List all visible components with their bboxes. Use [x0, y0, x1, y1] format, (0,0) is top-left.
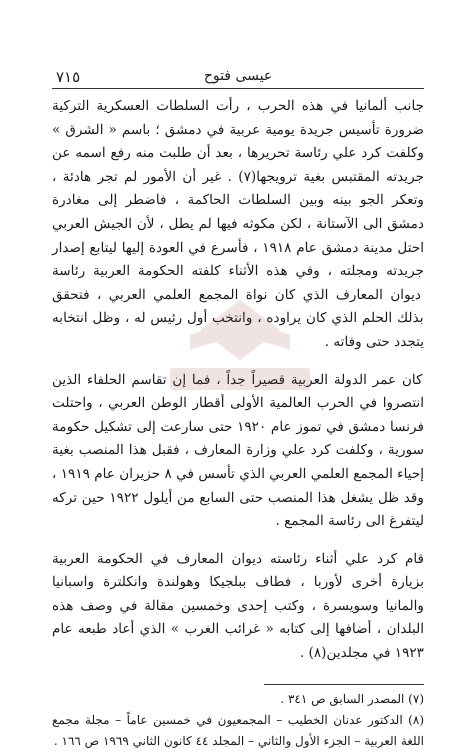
text-line: وكتب إحدى وخمسين مقالة في وصف هذه البلدان ، أضافها إلى كتابه [52, 597, 425, 638]
footnote-line: العربية – الجزء الأول والثاني – المجلد ٤٤ كانون الثاني ١٩٦٩ ص ١٦٦ . [53, 733, 397, 748]
text-line: الحاكمة ، فاضطر إلى مغادرة دمشق الى الآستانة ، لكن مكوثه فيها لم [52, 192, 424, 232]
text-line: العلمي العربي الذي تأسس في ٨ حزيران عام ١٩١٩ ، وقد ظل يشغل هذا [52, 465, 424, 506]
running-header [52, 66, 424, 89]
text-line: ترويجها(٧) . غير أن الأمور لم تجر هادئة ، وتعكر الجو بينه وبين السلطات [52, 168, 424, 209]
text-line: رئاسة تحريرها ، بعد أن طلبت منه رفع اسمه عن جريدته المقتبس بغية [52, 145, 424, 185]
text-line: انتصروا في الحرب العالمية الأولى أقطار الوطن العربي ، واحتلت فرنسا [52, 395, 425, 435]
text-line: كان عمر الدولة العربية قصيراً جداً ، فما إن تقاسم الحلفاء الذين [52, 371, 423, 388]
footnote-line: (٧) المصدر السابق ص ٣٤١ . [280, 691, 424, 706]
text-line: المنصب حتى السابع من أيلول ١٩٢٢ حين تركه ليتفرغ الى رئاسة المجمع . [52, 489, 424, 530]
text-line: وكلفت كرد علي وزارة المعارف ، فقبل هذا المنصب بغية إحياء المجمع [52, 442, 424, 482]
paragraph-2 [52, 369, 424, 534]
text-line: جانب ألمانيا في هذه الحرب ، رأت السلطات العسكرية التركية ضرورة [52, 98, 424, 138]
paragraph-3 [52, 548, 424, 666]
text-line: العودة إليها ليتابع إصدار جريدته ومجلته ، وفي هذه الأثناء كلفته الحكومة [52, 239, 424, 280]
paragraph-1 [52, 95, 424, 355]
text-line: أخرى لأوربا ، فطاف ببلجيكا وهولندة وانكلترة واسبانيا والمانيا وسويسرة ، [52, 574, 425, 614]
text-line: « غرائب الغرب » الذي أعاد طبعه عام ١٩٢٣ في مجلدين(٨) . [52, 621, 424, 662]
text-line: يتجدد حتى وفاته . [324, 333, 424, 350]
text-line: دمشق في تموز عام ١٩٢٠ حتى سارعت إلى تشكيل حكومة سورية ، [52, 418, 424, 459]
footnote-7 [52, 689, 424, 710]
footnote-divider [264, 684, 424, 685]
page-number: ٧١٥ [56, 68, 81, 86]
body-text [52, 95, 424, 666]
text-line: قام كرد علي أثناء رئاسته ديوان المعارف في الحكومة العربية بزيارة [52, 550, 424, 591]
text-line: تأسيس جريدة يومية عربية في دمشق ؛ باسم « الشرق » وكلفت كرد علي [52, 121, 424, 162]
footnotes [52, 689, 424, 752]
running-title: عيسى فتوح [203, 68, 273, 84]
text-line: بذلك الحلم الذي كان يراوده ، وانتخب أول رئيس له ، وظل انتخابه [52, 310, 424, 327]
text-line: العربية رئاسة ديوان المعارف الذي كان نواة المجمع العلمي العربي ، فتحقق [52, 263, 421, 303]
footnote-line: (٨) الدكتور عدنان الخطيب – المجمعيون في خمسين عاماً – مجلة مجمع اللغة [52, 712, 424, 748]
text-line: يطل ، لأن الجيش العربي احتل مدينة دمشق عام ١٩١٨ ، فأسرع في [52, 215, 424, 256]
